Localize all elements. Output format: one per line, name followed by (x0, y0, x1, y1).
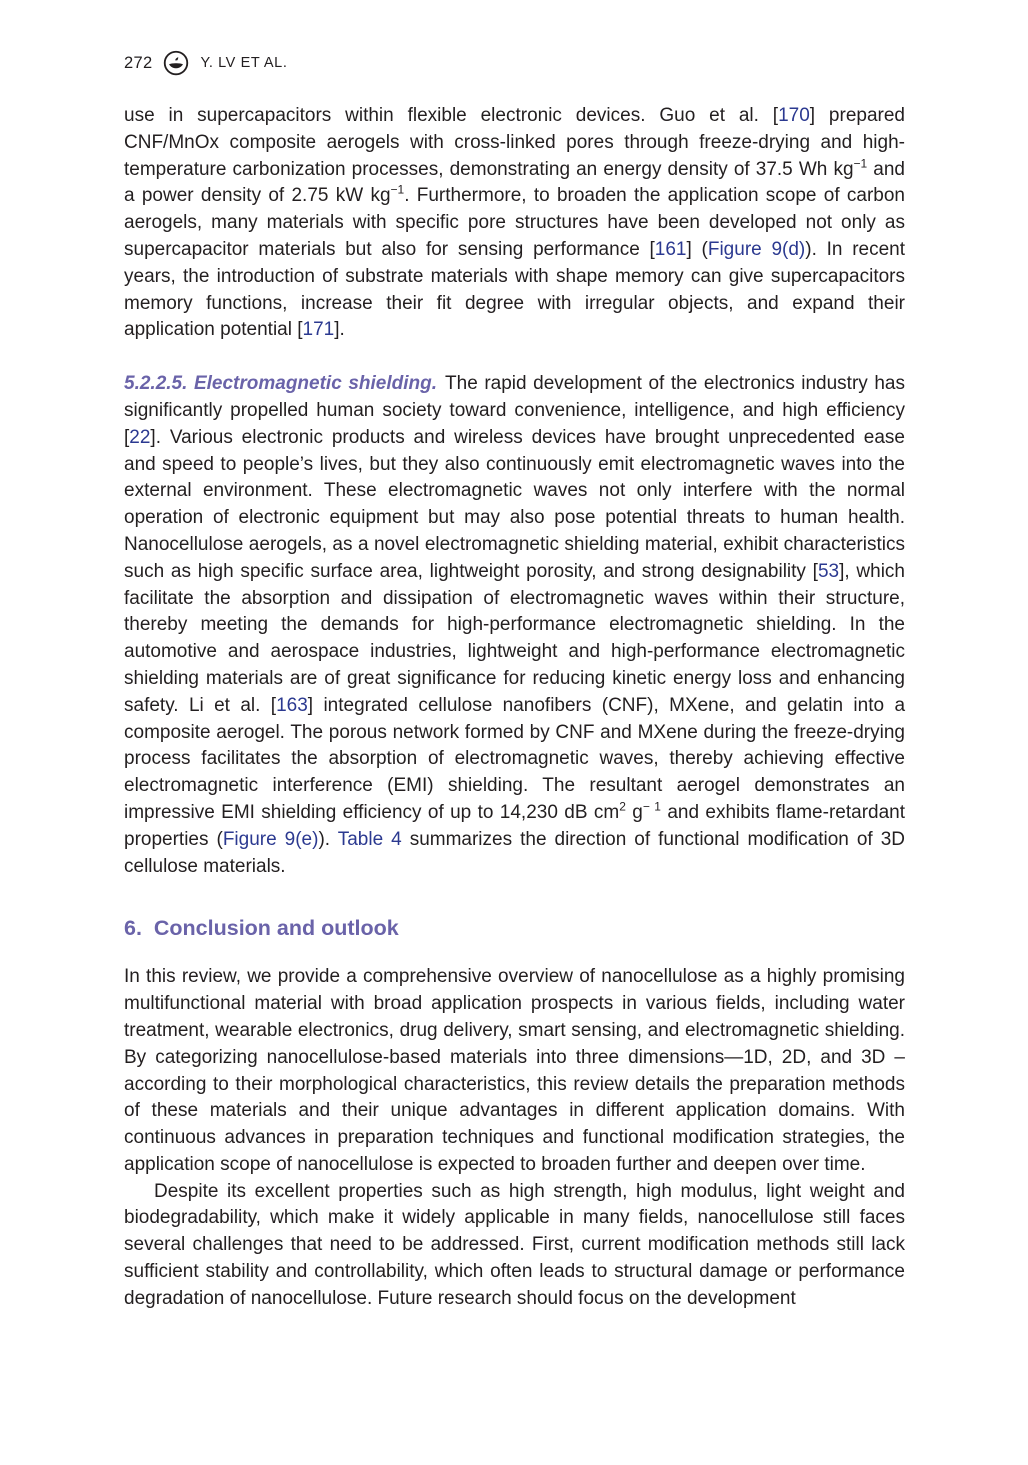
superscript-text: −1 (390, 183, 405, 198)
article-body (124, 103, 905, 1313)
heading-conclusion-and-outlook: 6. Conclusion and outlook (124, 916, 399, 941)
body-text-run: ). (318, 828, 338, 850)
paragraph-supercapacitors (124, 103, 905, 344)
subsection-label: 5.2.2.5. Electromagnetic shielding. (124, 373, 438, 395)
paragraph-conclusion-overview (124, 964, 905, 1178)
body-text-run: ] integrated cellulose nanofibers (CNF), MXene, and gelatin into a composite aerogel. The porous network formed by CNF and MXene during the freeze-drying process facilitates the absorption of electromagnetic waves, thereby achieving effective electromagnetic interference (EMI) shielding. The resultant aerogel demonstrates an impressive EMI shielding efficiency of up to 14,230 dB cm (124, 694, 906, 823)
reference-link[interactable]: 171 (302, 319, 335, 341)
paragraph-conclusion-challenges (124, 1179, 905, 1313)
body-text-run: and exhibits flame-retardant properties ( (124, 801, 906, 850)
body-text-run: g (625, 801, 643, 823)
body-text-run: ). In recent years, the introduction of substrate materials with shape memory can give supercapacitors memory functions, increase their fit degree with irregular objects, and expand their application potential [ (124, 238, 905, 341)
reference-link[interactable]: Figure 9(d) (707, 238, 806, 260)
body-text-run: use in supercapacitors within flexible electronic devices. Guo et al. [ (124, 105, 779, 126)
body-text-run: ] ( (686, 238, 708, 260)
taylor-francis-logo-icon (163, 50, 189, 76)
reference-link[interactable]: 161 (654, 238, 687, 260)
superscript-text: − 1 (642, 799, 661, 814)
reference-link[interactable]: 22 (129, 426, 151, 448)
running-header (124, 50, 905, 76)
reference-link[interactable]: Table 4 (337, 828, 402, 850)
paragraph-electromagnetic-shielding (124, 371, 905, 880)
reference-link[interactable]: 170 (778, 105, 810, 126)
page-number: 272 (124, 53, 153, 72)
body-text-run: The rapid development of the electronics industry has significantly propelled human society toward convenience, intelligence, and high efficiency [ (124, 373, 905, 448)
superscript-text: 2 (619, 799, 626, 814)
body-text-run: and a power density of 2.75 kW kg (124, 158, 905, 207)
running-head-authors: Y. LV ET AL. (200, 55, 288, 71)
body-text-run: . Furthermore, to broaden the application scope of carbon aerogels, many materials with specific pore structures have been developed not only as supercapacitor materials but also for sensing performance [ (124, 185, 905, 260)
body-text-run: In this review, we provide a comprehensive overview of nanocellulose as a highly promising multifunctional material with broad application prospects in various fields, including water treatment, wearable electronics, drug delivery, smart sensing, and electromagnetic shielding. By categorizing nanocellulose-based materials into three dimensions—1D, 2D, and 3D – according to their morphological characteristics, this review details the preparation methods of these materials and their unique advantages in different application domains. With continuous advances in preparation techniques and functional modification strategies, the application scope of nanocellulose is expected to broaden further and deepen over time. (124, 966, 905, 1175)
reference-link[interactable]: Figure 9(e) (222, 828, 319, 850)
reference-link[interactable]: 163 (276, 694, 308, 716)
body-text-run: ]. (334, 319, 345, 341)
superscript-text: −1 (853, 156, 868, 171)
body-text-run: summarizes the direction of functional modification of 3D cellulose materials. (124, 828, 905, 877)
reference-link[interactable]: 53 (817, 560, 840, 582)
body-text-run: ] prepared CNF/MnOx composite aerogels with cross-linked pores through freeze-drying and high-temperature carbonization processes, demonstrating an energy density of 37.5 Wh kg (124, 105, 905, 180)
body-text-run: ]. Various electronic products and wireless devices have brought unprecedented ease and speed to people’s lives, but they also continuously emit electromagnetic waves into the external environment. These electromagnetic waves not only interfere with the normal operation of electronic equipment but may also pose potential threats to human health. Nanocellulose aerogels, as a novel electromagnetic shielding material, exhibit characteristics such as high specific surface area, lightweight porosity, and strong designability [ (124, 426, 905, 582)
body-text-run: ], which facilitate the absorption and dissipation of electromagnetic waves within their structure, thereby meeting the demands for high-performance electromagnetic shielding. In the automotive and aerospace industries, lightweight and high-performance electromagnetic shielding materials are of great significance for reducing kinetic energy loss and enhancing safety. Li et al. [ (124, 560, 905, 716)
body-text-run: Despite its excellent properties such as high strength, high modulus, light weight and biodegradability, which make it widely applicable in many fields, nanocellulose still faces several challenges that need to be addressed. First, current modification methods still lack sufficient stability and controllability, which often leads to structural damage or performance degradation of nanocellulose. Future research should focus on the development (124, 1180, 905, 1309)
